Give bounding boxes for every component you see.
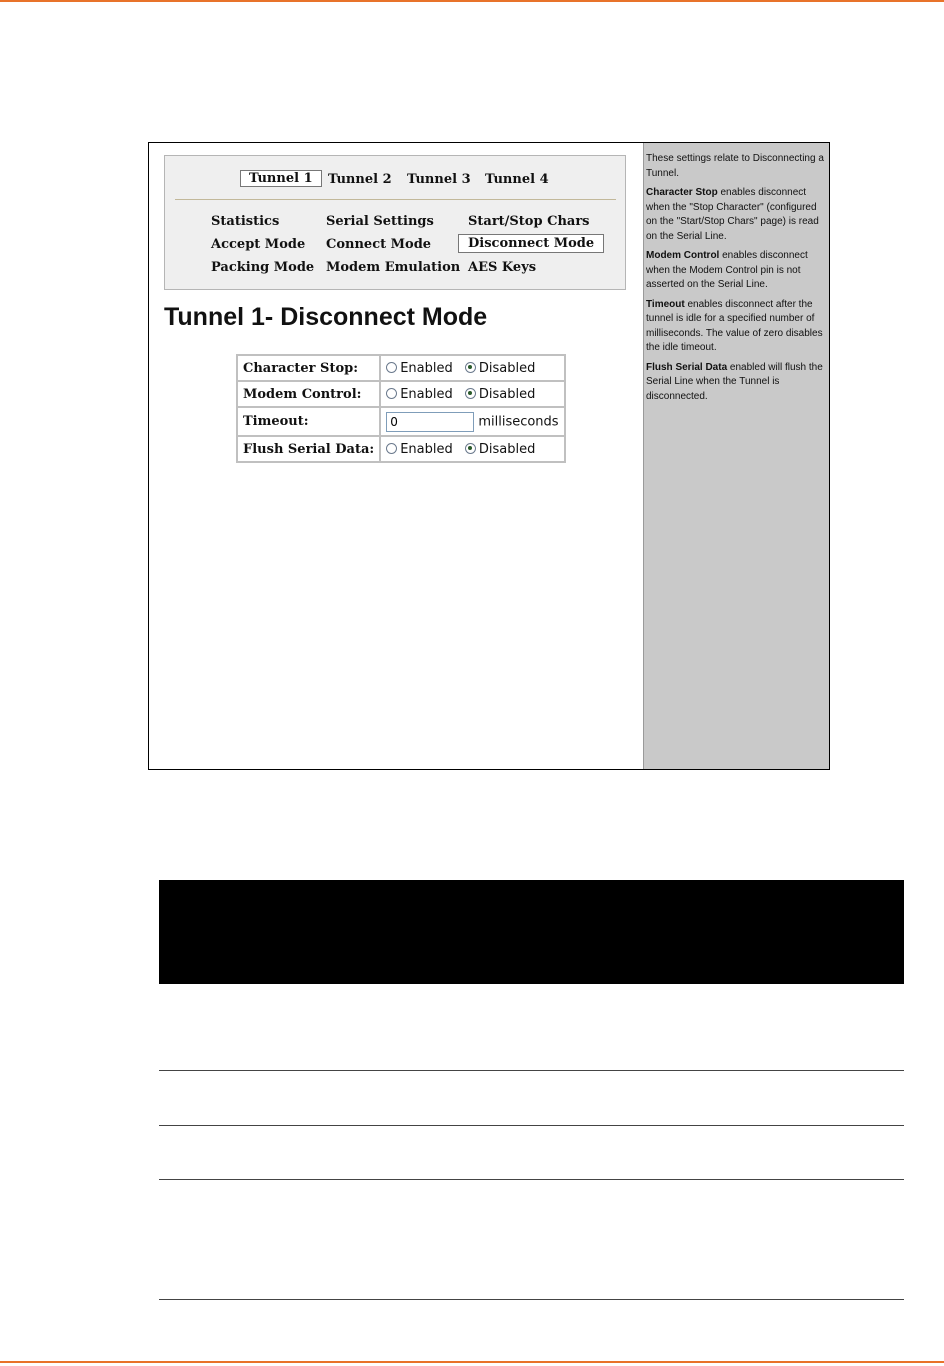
character-stop-disabled-radio[interactable] [465,362,476,373]
timeout-cell [380,407,564,436]
modem-control-label: Modem Control: [237,381,380,407]
modem-control-disabled-radio[interactable] [465,388,476,399]
help-flush-serial-data [646,361,825,405]
enabled-label: Enabled [400,360,453,376]
character-stop-options [380,355,564,381]
page-title: Tunnel 1- Disconnect Mode [164,303,488,331]
nav-link-aes-keys[interactable]: AES Keys [468,260,537,275]
enabled-label: Enabled [400,441,453,457]
help-character-stop [646,186,825,244]
help-intro: These settings relate to Disconnecting a Tunnel. [646,153,824,179]
flush-serial-data-disabled-radio[interactable] [465,443,476,454]
help-term: Flush Serial Data [646,361,728,373]
help-text: enables disconnect after the tunnel is idle for a specified number of milliseconds. The value of zero disables the idle timeout. [646,298,823,353]
table-row-divider [159,1070,904,1071]
bottom-accent-rule [0,1361,944,1363]
disabled-label: Disabled [478,386,536,402]
timeout-label: Timeout: [237,407,380,436]
help-modem-control [646,249,825,293]
top-accent-rule [0,0,944,2]
tab-tunnel-4[interactable]: Tunnel 4 [485,172,549,187]
nav-link-statistics[interactable]: Statistics [211,214,280,229]
flush-serial-data-options [380,436,564,462]
table-row [237,407,565,436]
help-text: enables disconnect when the Modem Control pin is not asserted on the Serial Line. [646,250,808,290]
timeout-input[interactable] [386,412,474,432]
table-row-divider [159,1125,904,1126]
help-term: Timeout [646,298,685,310]
table-row-divider [159,1179,904,1180]
tab-tunnel-2[interactable]: Tunnel 2 [328,172,392,187]
disconnect-settings-table [236,354,566,463]
flush-serial-data-label: Flush Serial Data: [237,436,380,462]
modem-control-options [380,381,564,407]
modem-control-enabled-radio[interactable] [386,388,397,399]
nav-link-serial-settings[interactable]: Serial Settings [326,214,434,229]
timeout-unit-label: milliseconds [478,414,559,429]
nav-link-modem-emulation[interactable]: Modem Emulation [326,260,461,275]
nav-link-accept-mode[interactable]: Accept Mode [211,237,306,252]
help-text: enabled will flush the Serial Line when the Tunnel is disconnected. [646,361,823,402]
help-text: enables disconnect when the "Stop Character" (configured on the "Start/Stop Chars" page) is read on the Serial Line. [646,187,819,242]
help-sidebar [643,143,829,769]
table-row [237,355,565,381]
table-row-divider [159,1299,904,1300]
disabled-label: Disabled [478,441,536,457]
screenshot-frame [148,142,830,770]
tab-tunnel-1[interactable]: Tunnel 1 [240,170,322,187]
nav-divider [175,199,616,200]
table-row [237,381,565,407]
flush-serial-data-enabled-radio[interactable] [386,443,397,454]
nav-link-start-stop-chars[interactable]: Start/Stop Chars [468,214,590,229]
tab-tunnel-3[interactable]: Tunnel 3 [407,172,471,187]
nav-link-connect-mode[interactable]: Connect Mode [326,237,432,252]
help-term: Modem Control [646,250,720,261]
disabled-label: Disabled [478,360,536,376]
nav-link-disconnect-mode[interactable]: Disconnect Mode [458,234,604,253]
character-stop-label: Character Stop: [237,355,380,381]
tunnel-nav-box [164,155,626,290]
help-term: Character Stop [646,187,718,198]
nav-link-packing-mode[interactable]: Packing Mode [211,260,315,275]
table-header-bar [159,880,904,984]
enabled-label: Enabled [400,386,453,402]
main-panel [149,143,643,769]
character-stop-enabled-radio[interactable] [386,362,397,373]
help-timeout [646,298,825,356]
table-row [237,436,565,462]
